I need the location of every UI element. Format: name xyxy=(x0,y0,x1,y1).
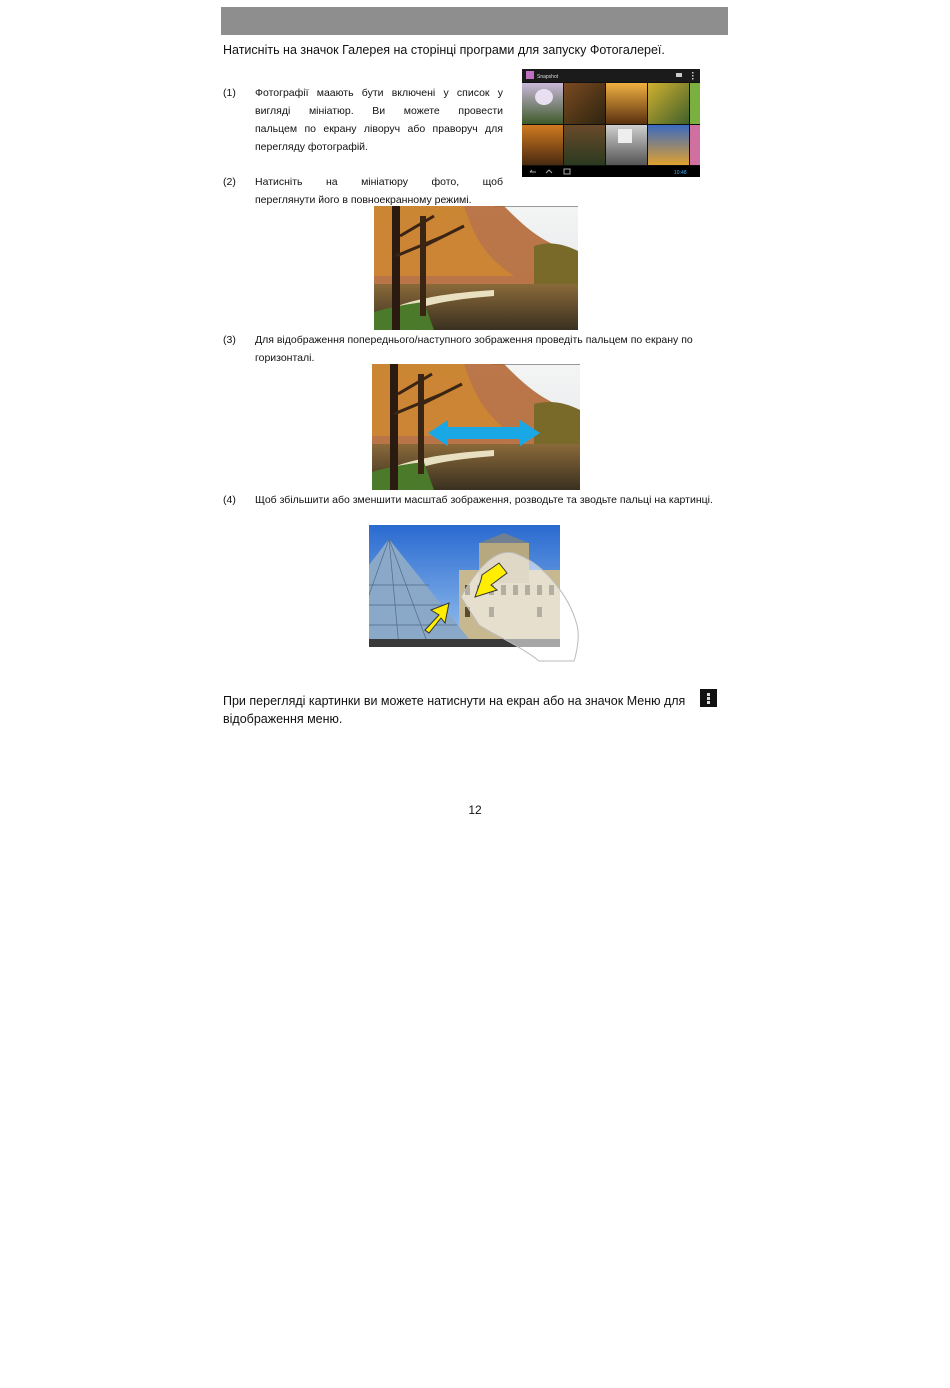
page-number: 12 xyxy=(468,803,482,817)
step-3-number: (3) xyxy=(223,334,236,346)
step-2-line: Натисніть на мініатюру фото, щоб xyxy=(255,176,503,188)
step-1-line: пальцем по екрану ліворуч або праворуч для xyxy=(255,123,503,135)
header-bar xyxy=(221,7,728,35)
step-4-text: Щоб збільшити або зменшити масштаб зображення, розводьте та зводьте пальці на картинці. xyxy=(255,494,713,506)
outro-text: При перегляді картинки ви можете натиснути на екран або на значок Меню для відображення меню. xyxy=(223,694,686,726)
intro-text: Натисніть на значок Галерея на сторінці програми для запуску Фотогалереї. xyxy=(223,43,665,57)
step-1-line: вигляді мініатюр. Ви можете провести xyxy=(255,105,503,117)
pinch-zoom-photo xyxy=(369,525,583,663)
step-1-text xyxy=(255,84,503,156)
menu-icon xyxy=(700,689,717,707)
step-2-number: (2) xyxy=(223,176,236,188)
gallery-title: Snapshot xyxy=(537,74,559,80)
step-2-line: переглянути його в повноекранному режимі. xyxy=(255,194,472,206)
step-4-number: (4) xyxy=(223,494,236,506)
gallery-app-icon xyxy=(526,71,534,79)
step-3-text: Для відображення попереднього/наступного зображення проведіть пальцем по екрану по горизонталі. xyxy=(255,334,693,364)
swipe-photo xyxy=(372,364,580,490)
autumn-photo-fullscreen xyxy=(374,206,578,330)
gallery-screenshot xyxy=(522,69,700,177)
step-1-line: Фотографії маають бути включені у список у xyxy=(255,87,503,99)
gallery-clock: 10:48 xyxy=(674,170,687,176)
step-1-number: (1) xyxy=(223,87,236,99)
step-2-text xyxy=(255,173,503,209)
step-1-line: перегляду фотографій. xyxy=(255,141,368,153)
